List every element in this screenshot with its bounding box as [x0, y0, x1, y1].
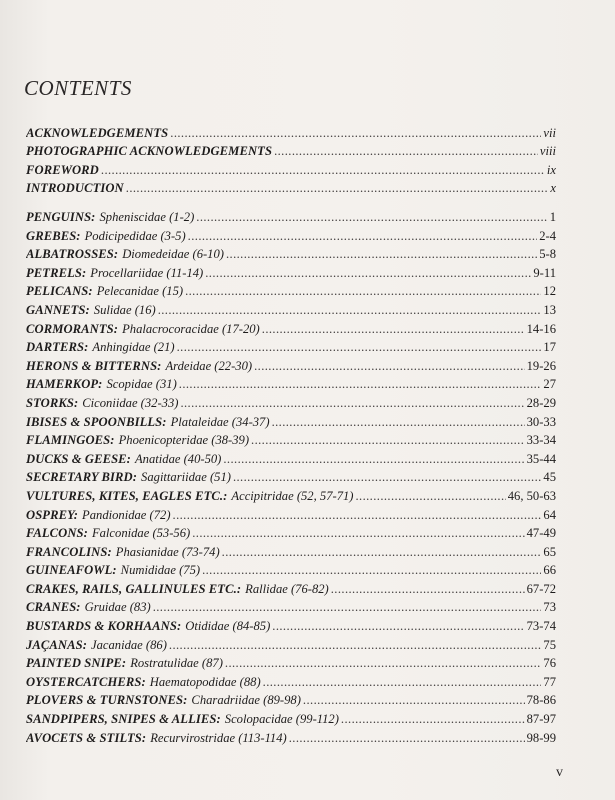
- entry-page-ref: 87-97: [526, 712, 556, 727]
- contents-item: [26, 340, 556, 359]
- dot-leader: [179, 377, 542, 392]
- entry-page-ref: 35-44: [526, 451, 556, 466]
- contents-item: [26, 210, 556, 229]
- entry-title: CRAKES, RAILS, GALLINULES ETC.:: [26, 581, 242, 596]
- dot-leader: [170, 126, 541, 141]
- entry-title: SANDPIPERS, SNIPES & ALLIES:: [26, 712, 221, 727]
- entry-family: Anhingidae (21): [92, 340, 175, 355]
- entry-family: Falconidae (53-56): [91, 526, 191, 541]
- front-matter-item: [26, 181, 556, 199]
- contents-item: [26, 508, 556, 527]
- contents-item: [26, 563, 556, 582]
- entry-title: VULTURES, KITES, EAGLES ETC.:: [26, 488, 228, 503]
- entry-family: Phalacrocoracidae (17-20): [122, 321, 260, 336]
- front-matter-item: [26, 144, 556, 162]
- dot-leader: [169, 638, 542, 653]
- entry-page-ref: 64: [543, 507, 556, 522]
- entry-title: PHOTOGRAPHIC ACKNOWLEDGEMENTS: [26, 144, 273, 159]
- entry-family: Anatidae (40-50): [134, 451, 222, 466]
- contents-item: [26, 433, 556, 452]
- entry-title: FALCONS:: [26, 526, 88, 541]
- entry-title: CORMORANTS:: [26, 321, 119, 336]
- entry-title: OSPREY:: [26, 507, 79, 522]
- contents-item: [26, 526, 556, 545]
- entry-family: Plataleidae (34-37): [170, 414, 270, 429]
- page-title: CONTENTS: [24, 76, 132, 101]
- entry-page-ref: 66: [543, 563, 556, 578]
- entry-page-ref: viii: [539, 144, 556, 159]
- entry-title: IBISES & SPOONBILLS:: [26, 414, 167, 429]
- page-number: v: [556, 765, 563, 780]
- dot-leader: [331, 582, 525, 597]
- entry-family: Rostratulidae (87): [130, 656, 223, 671]
- entry-page-ref: 17: [543, 340, 556, 355]
- dot-leader: [126, 181, 549, 196]
- entry-title: INTRODUCTION: [26, 181, 124, 196]
- entry-family: Phoenicopteridae (38-39): [118, 433, 250, 448]
- front-matter-item: [26, 126, 556, 144]
- entry-title: STORKS:: [26, 395, 79, 410]
- entry-family: Numididae (75): [120, 563, 201, 578]
- entry-family: Haematopodidae (88): [149, 674, 261, 689]
- entry-page-ref: x: [550, 181, 556, 196]
- entry-page-ref: 78-86: [526, 693, 556, 708]
- entry-page-ref: 65: [543, 544, 556, 559]
- entry-title: HERONS & BITTERNS:: [26, 358, 162, 373]
- dot-leader: [225, 656, 542, 671]
- contents-item: [26, 452, 556, 471]
- contents-item: [26, 656, 556, 675]
- entry-family: Rallidae (76-82): [245, 581, 329, 596]
- entry-title: DARTERS:: [26, 340, 89, 355]
- dot-leader: [272, 619, 524, 634]
- entry-family: Recurvirostridae (113-114): [150, 730, 287, 745]
- entry-page-ref: 45: [543, 470, 556, 485]
- entry-page-ref: 47-49: [526, 526, 556, 541]
- dot-leader: [205, 266, 531, 281]
- entry-title: ACKNOWLEDGEMENTS: [26, 126, 169, 140]
- dot-leader: [272, 415, 525, 430]
- contents-item: [26, 675, 556, 694]
- entry-page-ref: 19-26: [526, 358, 556, 373]
- entry-family: Jacanidae (86): [91, 637, 167, 652]
- entry-page-ref: 73-74: [526, 619, 556, 634]
- entry-page-ref: 14-16: [526, 321, 556, 336]
- entry-title: GUINEAFOWL:: [26, 563, 117, 578]
- contents-item: [26, 470, 556, 489]
- contents-item: [26, 638, 556, 657]
- dot-leader: [263, 675, 542, 690]
- contents-item: [26, 266, 556, 285]
- entry-title: ALBATROSSES:: [26, 247, 119, 262]
- entry-page-ref: 67-72: [526, 581, 556, 596]
- contents-item: [26, 693, 556, 712]
- contents-item: [26, 415, 556, 434]
- dot-leader: [251, 433, 525, 448]
- entry-family: Pandionidae (72): [82, 507, 171, 522]
- contents-list: [26, 210, 556, 749]
- contents-item: [26, 619, 556, 638]
- entry-family: Sagittariidae (51): [141, 470, 231, 485]
- contents-item: [26, 303, 556, 322]
- entry-family: Accipitridae (52, 57-71): [231, 488, 354, 503]
- dot-leader: [303, 693, 525, 708]
- entry-title: CRANES:: [26, 600, 81, 615]
- entry-title: OYSTERCATCHERS:: [26, 674, 146, 689]
- contents-item: [26, 359, 556, 378]
- entry-family: Ardeidae (22-30): [165, 358, 253, 373]
- dot-leader: [188, 229, 538, 244]
- entry-page-ref: 2-4: [539, 228, 556, 243]
- contents-item: [26, 247, 556, 266]
- entry-family: Scopidae (31): [106, 377, 177, 392]
- entry-title: PELICANS:: [26, 284, 93, 299]
- dot-leader: [226, 247, 537, 262]
- contents-item: [26, 377, 556, 396]
- entry-title: BUSTARDS & KORHAANS:: [26, 619, 182, 634]
- entry-family: Ciconiidae (32-33): [82, 395, 179, 410]
- dot-leader: [177, 340, 542, 355]
- entry-page-ref: 9-11: [533, 265, 556, 280]
- entry-page-ref: 46, 50-63: [507, 488, 556, 503]
- dot-leader: [101, 163, 545, 178]
- dot-leader: [153, 600, 542, 615]
- entry-page-ref: vii: [543, 126, 556, 140]
- entry-page-ref: 30-33: [526, 414, 556, 429]
- entry-page-ref: 76: [543, 656, 556, 671]
- entry-title: PETRELS:: [26, 265, 87, 280]
- contents-item: [26, 582, 556, 601]
- dot-leader: [341, 712, 525, 727]
- contents-item: [26, 600, 556, 619]
- contents-item: [26, 229, 556, 248]
- dot-leader: [223, 452, 524, 467]
- entry-title: AVOCETS & STILTS:: [26, 730, 147, 745]
- dot-leader: [355, 489, 505, 504]
- entry-family: Podicipedidae (3-5): [84, 228, 186, 243]
- entry-page-ref: 98-99: [526, 730, 556, 745]
- dot-leader: [254, 359, 525, 374]
- entry-title: HAMERKOP:: [26, 377, 103, 392]
- entry-family: Pelecanidae (15): [96, 284, 184, 299]
- entry-page-ref: 13: [543, 302, 556, 317]
- entry-page-ref: 75: [543, 637, 556, 652]
- entry-family: Scolopacidae (99-112): [224, 712, 339, 727]
- entry-family: Gruidae (83): [84, 600, 151, 615]
- dot-leader: [180, 396, 524, 411]
- contents-item: [26, 489, 556, 508]
- entry-page-ref: 12: [543, 284, 556, 299]
- dot-leader: [289, 731, 525, 746]
- front-matter-list: [26, 126, 556, 200]
- dot-leader: [158, 303, 542, 318]
- dot-leader: [262, 322, 525, 337]
- dot-leader: [202, 563, 541, 578]
- entry-title: GREBES:: [26, 228, 81, 243]
- entry-page-ref: 27: [543, 377, 556, 392]
- dot-leader: [274, 144, 538, 159]
- entry-title: PENGUINS:: [26, 210, 96, 224]
- entry-family: Spheniscidae (1-2): [99, 210, 195, 224]
- entry-family: Otididae (84-85): [185, 619, 271, 634]
- entry-family: Sulidae (16): [93, 302, 156, 317]
- entry-family: Procellariidae (11-14): [90, 265, 204, 280]
- entry-title: SECRETARY BIRD:: [26, 470, 138, 485]
- contents-item: [26, 284, 556, 303]
- entry-title: DUCKS & GEESE:: [26, 451, 131, 466]
- entry-title: PAINTED SNIPE:: [26, 656, 127, 671]
- dot-leader: [222, 545, 542, 560]
- entry-page-ref: 33-34: [526, 433, 556, 448]
- dot-leader: [173, 508, 542, 523]
- entry-page-ref: 73: [543, 600, 556, 615]
- dot-leader: [233, 470, 541, 485]
- entry-page-ref: 77: [543, 674, 556, 689]
- entry-page-ref: 28-29: [526, 395, 556, 410]
- entry-title: FOREWORD: [26, 162, 99, 177]
- entry-family: Diomedeidae (6-10): [122, 247, 224, 262]
- contents-item: [26, 396, 556, 415]
- contents-item: [26, 545, 556, 564]
- entry-page-ref: 5-8: [539, 247, 556, 262]
- entry-page-ref: ix: [546, 162, 556, 177]
- entry-family: Phasianidae (73-74): [115, 544, 220, 559]
- entry-title: JAÇANAS:: [26, 637, 87, 652]
- entry-title: FRANCOLINS:: [26, 544, 112, 559]
- dot-leader: [192, 526, 524, 541]
- front-matter-item: [26, 163, 556, 181]
- dot-leader: [185, 284, 541, 299]
- dot-leader: [196, 210, 547, 225]
- entry-title: FLAMINGOES:: [26, 433, 115, 448]
- entry-title: GANNETS:: [26, 302, 90, 317]
- entry-title: PLOVERS & TURNSTONES:: [26, 693, 188, 708]
- entry-page-ref: 1: [549, 210, 556, 224]
- contents-item: [26, 731, 556, 750]
- contents-item: [26, 712, 556, 731]
- entry-family: Charadriidae (89-98): [191, 693, 301, 708]
- contents-item: [26, 322, 556, 341]
